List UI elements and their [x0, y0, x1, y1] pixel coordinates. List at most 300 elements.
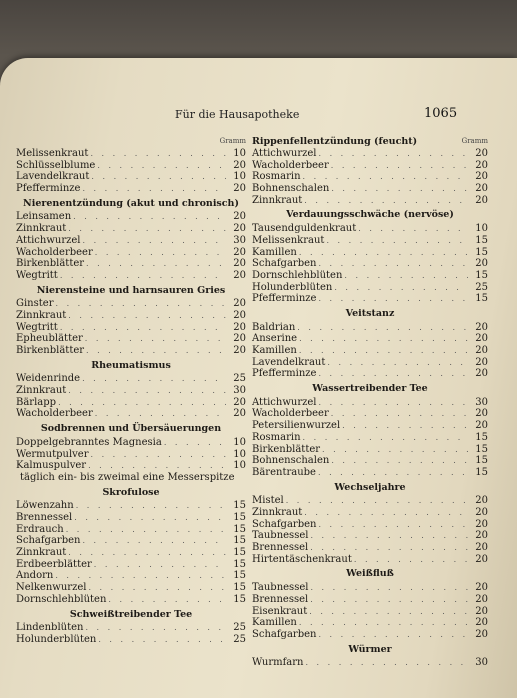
item-name: Bohnenschalen: [252, 455, 330, 467]
leader-dots: [91, 171, 226, 183]
item-name: Schafgarben: [252, 518, 317, 530]
leader-dots: [309, 606, 468, 618]
list-item: [16, 183, 246, 195]
list-item: [16, 437, 246, 449]
section-title-skrofulose: Skrofulose: [102, 486, 160, 498]
running-header-title: Für die Hausapotheke: [175, 108, 300, 121]
item-name: Schlüsselblume: [16, 159, 96, 171]
list-item: [16, 333, 246, 345]
leader-dots: [74, 512, 226, 524]
item-amount: 15: [475, 443, 488, 455]
section-head-rippen: [252, 136, 488, 148]
leader-dots: [342, 420, 468, 432]
right-column: [252, 136, 488, 669]
leader-dots: [334, 282, 468, 294]
item-amount: 15: [475, 466, 488, 478]
section-title-veitstanz: Veitstanz: [345, 307, 395, 319]
item-amount: 20: [475, 495, 488, 507]
item-amount: 20: [475, 530, 488, 542]
list-item: [252, 408, 488, 420]
list-item: [16, 247, 246, 259]
item-amount: 15: [475, 246, 488, 258]
list-item: [252, 282, 488, 294]
item-amount: 15: [233, 500, 246, 512]
list-item: [252, 606, 488, 618]
list-item: [252, 519, 488, 531]
leader-dots: [95, 408, 226, 420]
leader-dots: [358, 223, 468, 235]
list-item: [16, 524, 246, 536]
list-item: [16, 634, 246, 646]
item-amount: 20: [233, 298, 246, 310]
item-name: Wegtritt: [16, 321, 58, 333]
item-name: Wacholderbeer: [16, 246, 93, 258]
list-item: [16, 310, 246, 322]
item-name: Eisenkraut: [252, 605, 308, 617]
section-title-verdauung: Verdauungsschwäche (nervöse): [286, 209, 454, 221]
item-amount: 20: [475, 368, 488, 380]
item-name: Melissenkraut: [252, 234, 325, 246]
leader-dots: [304, 195, 468, 207]
item-name: Erdbeerblätter: [16, 558, 92, 570]
leader-dots: [310, 542, 468, 554]
leader-dots: [319, 397, 469, 409]
list-item: [252, 148, 488, 160]
leader-dots: [327, 357, 468, 369]
item-name: Melissenkraut: [16, 148, 89, 159]
list-item: [252, 507, 488, 519]
item-name: Wegtritt: [16, 269, 58, 281]
item-name: Holunderblüten: [252, 281, 333, 293]
list-item: [16, 148, 246, 160]
section-title-nieren: Nierenentzündung (akut und chronisch): [23, 197, 239, 209]
item-amount: 20: [233, 408, 246, 420]
item-name: Epheublätter: [16, 333, 83, 345]
leader-dots: [82, 183, 226, 195]
list-item: [16, 500, 246, 512]
list-item: [252, 530, 488, 542]
item-name: Weidenrinde: [16, 373, 81, 385]
item-name: Brennessel: [16, 512, 73, 524]
section-title-schweiss: Schweißtreibender Tee: [69, 608, 193, 620]
item-name: Mistel: [252, 495, 284, 507]
leader-dots: [318, 467, 468, 479]
item-name: Rosmarin: [252, 431, 301, 443]
item-amount: 20: [475, 617, 488, 629]
item-amount: 15: [233, 558, 246, 570]
item-name: Leinsamen: [16, 211, 72, 223]
item-amount: 25: [233, 622, 246, 634]
leader-dots: [88, 460, 226, 472]
list-item: [16, 211, 246, 223]
item-amount: 15: [233, 570, 246, 582]
leader-dots: [299, 333, 468, 345]
list-item: [252, 368, 488, 380]
leader-dots: [90, 148, 226, 160]
item-name: Dornschlehblüten: [252, 269, 343, 281]
list-item: [252, 629, 488, 641]
leader-dots: [95, 247, 226, 259]
leader-dots: [310, 530, 468, 542]
item-amount: 20: [233, 269, 246, 281]
list-item: [252, 542, 488, 554]
list-item: [16, 559, 246, 571]
list-item: [252, 444, 488, 456]
item-amount: 20: [475, 593, 488, 605]
item-amount: 10: [233, 171, 246, 183]
item-name: Kalmuspulver: [16, 460, 87, 472]
list-item: [252, 183, 488, 195]
list-item: [252, 333, 488, 345]
leader-dots: [305, 657, 468, 669]
leader-dots: [86, 345, 226, 357]
page-number: 1065: [424, 106, 458, 121]
item-amount: 20: [475, 628, 488, 640]
list-item: [252, 582, 488, 594]
leader-dots: [97, 160, 226, 172]
list-item: [252, 397, 488, 409]
leader-dots: [60, 322, 226, 334]
list-item: [252, 235, 488, 247]
leader-dots: [331, 455, 468, 467]
item-amount: 10: [233, 148, 246, 159]
list-nieren: [16, 211, 246, 281]
list-item: [252, 258, 488, 270]
list-item: [252, 594, 488, 606]
leader-dots: [58, 397, 226, 409]
item-amount: 20: [475, 345, 488, 357]
item-name: Pfefferminze: [16, 183, 81, 195]
item-amount: 20: [475, 582, 488, 594]
leader-dots: [310, 582, 468, 594]
item-amount: 20: [475, 183, 488, 195]
leader-dots: [299, 345, 468, 357]
item-name: Holunderblüten: [16, 633, 97, 645]
leader-dots: [85, 333, 226, 345]
list-item: [16, 322, 246, 334]
item-amount: 20: [475, 333, 488, 345]
leader-dots: [68, 547, 226, 559]
list-item: [252, 270, 488, 282]
list-item: [16, 171, 246, 183]
list-item: [252, 420, 488, 432]
item-name: Kamillen: [252, 345, 297, 357]
list-item: [16, 512, 246, 524]
item-name: Wacholderbeer: [252, 408, 329, 420]
list-item: [252, 345, 488, 357]
leader-dots: [318, 368, 468, 380]
list-wasser: [252, 397, 488, 479]
item-amount: 20: [475, 420, 488, 432]
item-name: Birkenblätter: [16, 345, 85, 357]
item-amount: 20: [233, 183, 246, 195]
item-name: Kamillen: [252, 246, 297, 258]
item-name: Lindenblüten: [16, 622, 84, 634]
leader-dots: [303, 171, 468, 183]
item-name: Hirtentäschenkraut: [252, 553, 352, 565]
leader-dots: [82, 373, 226, 385]
leader-dots: [297, 322, 468, 334]
item-name: Schafgarben: [16, 535, 81, 547]
item-name: Doppelgebranntes Magnesia: [16, 436, 162, 448]
list-veitstanz: [252, 322, 488, 380]
list-item: [252, 467, 488, 479]
leader-dots: [68, 310, 226, 322]
item-name: Taubnessel: [252, 582, 309, 594]
item-amount: 25: [233, 633, 246, 645]
list-item: [16, 373, 246, 385]
leader-dots: [299, 247, 468, 259]
leader-dots: [354, 554, 468, 566]
item-name: Birkenblätter: [16, 258, 85, 270]
list-item: [16, 258, 246, 270]
item-name: Dornschlehblüten: [16, 593, 107, 605]
item-amount: 15: [475, 234, 488, 246]
item-amount: 20: [475, 408, 488, 420]
item-name: Nelkenwurzel: [16, 582, 87, 594]
item-name: Zinnkraut: [16, 547, 67, 559]
list-skrofulose: [16, 500, 246, 605]
list-item: [252, 495, 488, 507]
item-name: Zinnkraut: [16, 223, 67, 235]
item-amount: 15: [475, 431, 488, 443]
item-amount: 20: [233, 159, 246, 171]
intro-list: [16, 148, 246, 195]
item-name: Tausendguldenkraut: [252, 223, 357, 235]
leader-dots: [318, 258, 468, 270]
item-name: Wurmfarn: [252, 657, 304, 669]
item-name: Anserine: [252, 333, 298, 345]
list-item: [252, 247, 488, 259]
item-name: Schafgarben: [252, 258, 317, 270]
item-amount: 20: [475, 542, 488, 554]
item-amount: 30: [475, 396, 488, 408]
list-item: [16, 570, 246, 582]
leader-dots: [85, 622, 226, 634]
item-amount: 20: [475, 605, 488, 617]
list-item: [16, 345, 246, 357]
section-title-rippen: Rippenfellentzündung (feucht): [252, 136, 418, 147]
list-item: [16, 449, 246, 461]
leader-dots: [310, 594, 468, 606]
leader-dots: [344, 270, 468, 282]
item-amount: 20: [233, 246, 246, 258]
item-name: Ginster: [16, 298, 54, 310]
list-item: [252, 322, 488, 334]
section-title-sodbrennen: Sodbrennen und Übersäuerungen: [40, 423, 222, 435]
list-item: [252, 195, 488, 207]
list-item: [16, 235, 246, 247]
item-name: Zinnkraut: [252, 194, 303, 206]
list-item: [252, 160, 488, 172]
item-amount: 15: [233, 523, 246, 535]
item-amount: 20: [475, 194, 488, 206]
leader-dots: [304, 507, 468, 519]
list-griess: [16, 298, 246, 356]
item-amount: 10: [233, 448, 246, 460]
list-item: [16, 547, 246, 559]
list-item: [252, 657, 488, 669]
item-name: Pfefferminze: [252, 293, 317, 305]
list-rheuma: [16, 373, 246, 420]
list-wechsel: [252, 495, 488, 565]
list-item: [252, 293, 488, 305]
item-amount: 15: [233, 582, 246, 594]
item-name: Bärentraube: [252, 466, 316, 478]
item-amount: 20: [233, 309, 246, 321]
leader-dots: [76, 500, 226, 512]
item-name: Lavendelkraut: [16, 171, 90, 183]
list-item: [16, 385, 246, 397]
item-name: Zinnkraut: [16, 385, 67, 397]
item-name: Taubnessel: [252, 530, 309, 542]
item-amount: 10: [233, 460, 246, 472]
list-rippen: [252, 148, 488, 206]
list-item: [16, 298, 246, 310]
item-amount: 15: [233, 535, 246, 547]
leader-dots: [98, 634, 226, 646]
leader-dots: [60, 270, 226, 282]
item-name: Rosmarin: [252, 171, 301, 183]
left-column: [16, 136, 246, 646]
list-item: [252, 455, 488, 467]
item-name: Schafgarben: [252, 628, 317, 640]
list-item: [16, 535, 246, 547]
item-amount: 15: [233, 593, 246, 605]
item-amount: 30: [233, 234, 246, 246]
leader-dots: [331, 183, 468, 195]
item-name: Birkenblätter: [252, 443, 321, 455]
item-name: Baldrian: [252, 321, 296, 333]
leader-dots: [68, 385, 226, 397]
leader-dots: [55, 570, 226, 582]
item-amount: 20: [475, 553, 488, 565]
list-item: [16, 594, 246, 606]
item-amount: 10: [233, 436, 246, 448]
item-amount: 20: [233, 211, 246, 223]
list-item: [252, 357, 488, 369]
item-amount: 20: [475, 159, 488, 171]
leader-dots: [322, 444, 468, 456]
item-name: Erdrauch: [16, 523, 64, 535]
item-name: Bohnenschalen: [252, 183, 330, 195]
item-name: Löwenzahn: [16, 500, 74, 512]
leader-dots: [318, 629, 468, 641]
item-name: Wacholderbeer: [16, 408, 93, 420]
item-name: Zinnkraut: [252, 507, 303, 518]
leader-dots: [108, 594, 226, 606]
list-item: [16, 582, 246, 594]
item-name: Pfefferminze: [252, 368, 317, 380]
item-amount: 25: [233, 373, 246, 385]
leader-dots: [55, 298, 226, 310]
item-amount: 20: [233, 258, 246, 270]
list-item: [16, 223, 246, 235]
item-amount: 20: [233, 345, 246, 357]
leader-dots: [94, 559, 226, 571]
section-title-wechsel: Wechseljahre: [334, 481, 406, 493]
leader-dots: [68, 223, 226, 235]
list-item: [16, 622, 246, 634]
item-name: Lavendelkraut: [252, 356, 326, 368]
item-name: Wermutpulver: [16, 448, 89, 460]
item-amount: 20: [475, 321, 488, 333]
leader-dots: [318, 293, 468, 305]
item-name: Kamillen: [252, 617, 297, 629]
list-item: [16, 397, 246, 409]
item-amount: 15: [475, 455, 488, 467]
section-title-rheuma: Rheumatismus: [91, 359, 171, 371]
item-name: Wacholderbeer: [252, 159, 329, 171]
list-verdauung: [252, 223, 488, 305]
leader-dots: [91, 449, 227, 461]
unit-label: Gramm: [219, 137, 246, 145]
section-title-griess: Nierensteine und harnsauren Gries: [36, 284, 226, 296]
list-item: [252, 554, 488, 566]
item-amount: 20: [233, 223, 246, 235]
leader-dots: [66, 524, 226, 536]
item-amount: 20: [233, 333, 246, 345]
list-item: [252, 432, 488, 444]
list-weissfluss: [252, 582, 488, 640]
item-amount: 30: [475, 657, 488, 669]
list-item: [16, 460, 246, 472]
item-name: Attichwurzel: [252, 148, 317, 159]
item-name: Brennessel: [252, 593, 309, 605]
leader-dots: [88, 582, 226, 594]
leader-dots: [331, 408, 468, 420]
list-wuermer: [252, 657, 488, 669]
item-amount: 15: [475, 269, 488, 281]
unit-label-right: Gramm: [461, 137, 488, 145]
item-amount: 20: [475, 171, 488, 183]
leader-dots: [303, 432, 468, 444]
item-name: Petersilienwurzel: [252, 420, 341, 432]
leader-dots: [83, 235, 227, 247]
list-item: [16, 408, 246, 420]
item-amount: 20: [475, 258, 488, 270]
item-amount: 20: [233, 396, 246, 408]
sodbrennen-note: täglich ein- bis zweimal eine Messerspitze: [20, 471, 235, 483]
item-name: Bärlapp: [16, 396, 57, 408]
item-amount: 20: [475, 507, 488, 518]
section-title-wuermer: Würmer: [348, 643, 392, 655]
list-item: [252, 171, 488, 183]
list-item: [252, 223, 488, 235]
leader-dots: [318, 519, 468, 531]
leader-dots: [73, 211, 226, 223]
section-title-weissfluss: Weißfluß: [346, 568, 394, 580]
item-name: Zinnkraut: [16, 309, 67, 321]
item-name: Attichwurzel: [252, 396, 317, 408]
item-amount: 20: [475, 148, 488, 159]
item-amount: 20: [475, 518, 488, 530]
item-amount: 20: [233, 321, 246, 333]
leader-dots: [326, 235, 468, 247]
item-name: Attichwurzel: [16, 234, 81, 246]
item-name: Brennessel: [252, 542, 309, 554]
section-title-wasser: Wassertreibender Tee: [312, 383, 428, 395]
leader-dots: [286, 495, 468, 507]
item-name: Andorn: [16, 570, 54, 582]
list-sodbrennen: [16, 437, 246, 472]
leader-dots: [331, 160, 468, 172]
item-amount: 30: [233, 385, 246, 397]
leader-dots: [299, 617, 468, 629]
item-amount: 10: [475, 223, 488, 235]
list-item: [16, 270, 246, 282]
item-amount: 15: [233, 547, 246, 559]
